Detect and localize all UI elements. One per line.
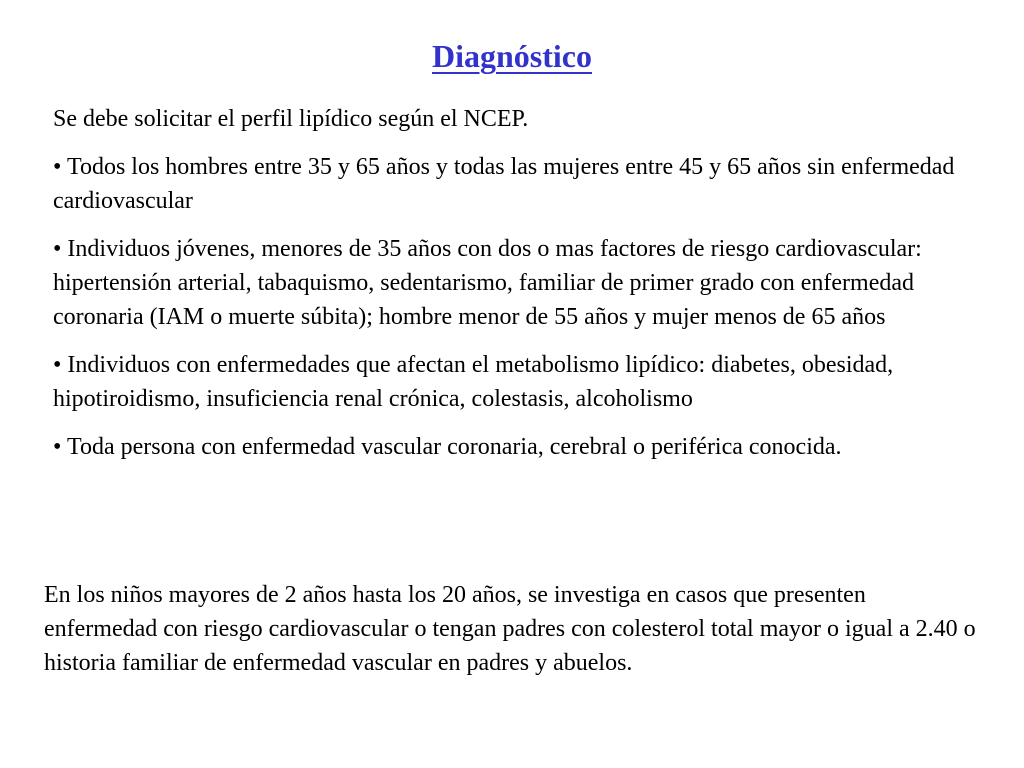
children-paragraph: En los niños mayores de 2 años hasta los 20 años, se investiga en casos que presenten enfermedad con riesgo cardiovascular o tengan padres con colesterol total mayor o igual a 2.40 o historia familiar de enfermedad vascular en padres y abuelos. <box>44 582 976 676</box>
slide-title: Diagnóstico <box>432 38 592 74</box>
bullet-item: • Individuos jóvenes, menores de 35 años con dos o mas factores de riesgo cardiovascular: hipertensión arterial, tabaquismo, sedentarismo, familiar de primer grado con enfermedad coronaria (IAM o muerte súbita); hombre menor de 55 años y mujer menos de 65 años <box>53 236 922 330</box>
bullet-item: • Individuos con enfermedades que afectan el metabolismo lipídico: diabetes, obesidad, hipotiroidismo, insuficiencia renal crónica, colestasis, alcoholismo <box>53 352 894 412</box>
criteria-section <box>53 102 973 478</box>
intro-paragraph: Se debe solicitar el perfil lipídico según el NCEP. <box>53 106 529 132</box>
bullet-item: • Toda persona con enfermedad vascular coronaria, cerebral o periférica conocida. <box>53 434 842 460</box>
bullet-item: • Todos los hombres entre 35 y 65 años y todas las mujeres entre 45 y 65 años sin enfermedad cardiovascular <box>53 154 955 214</box>
